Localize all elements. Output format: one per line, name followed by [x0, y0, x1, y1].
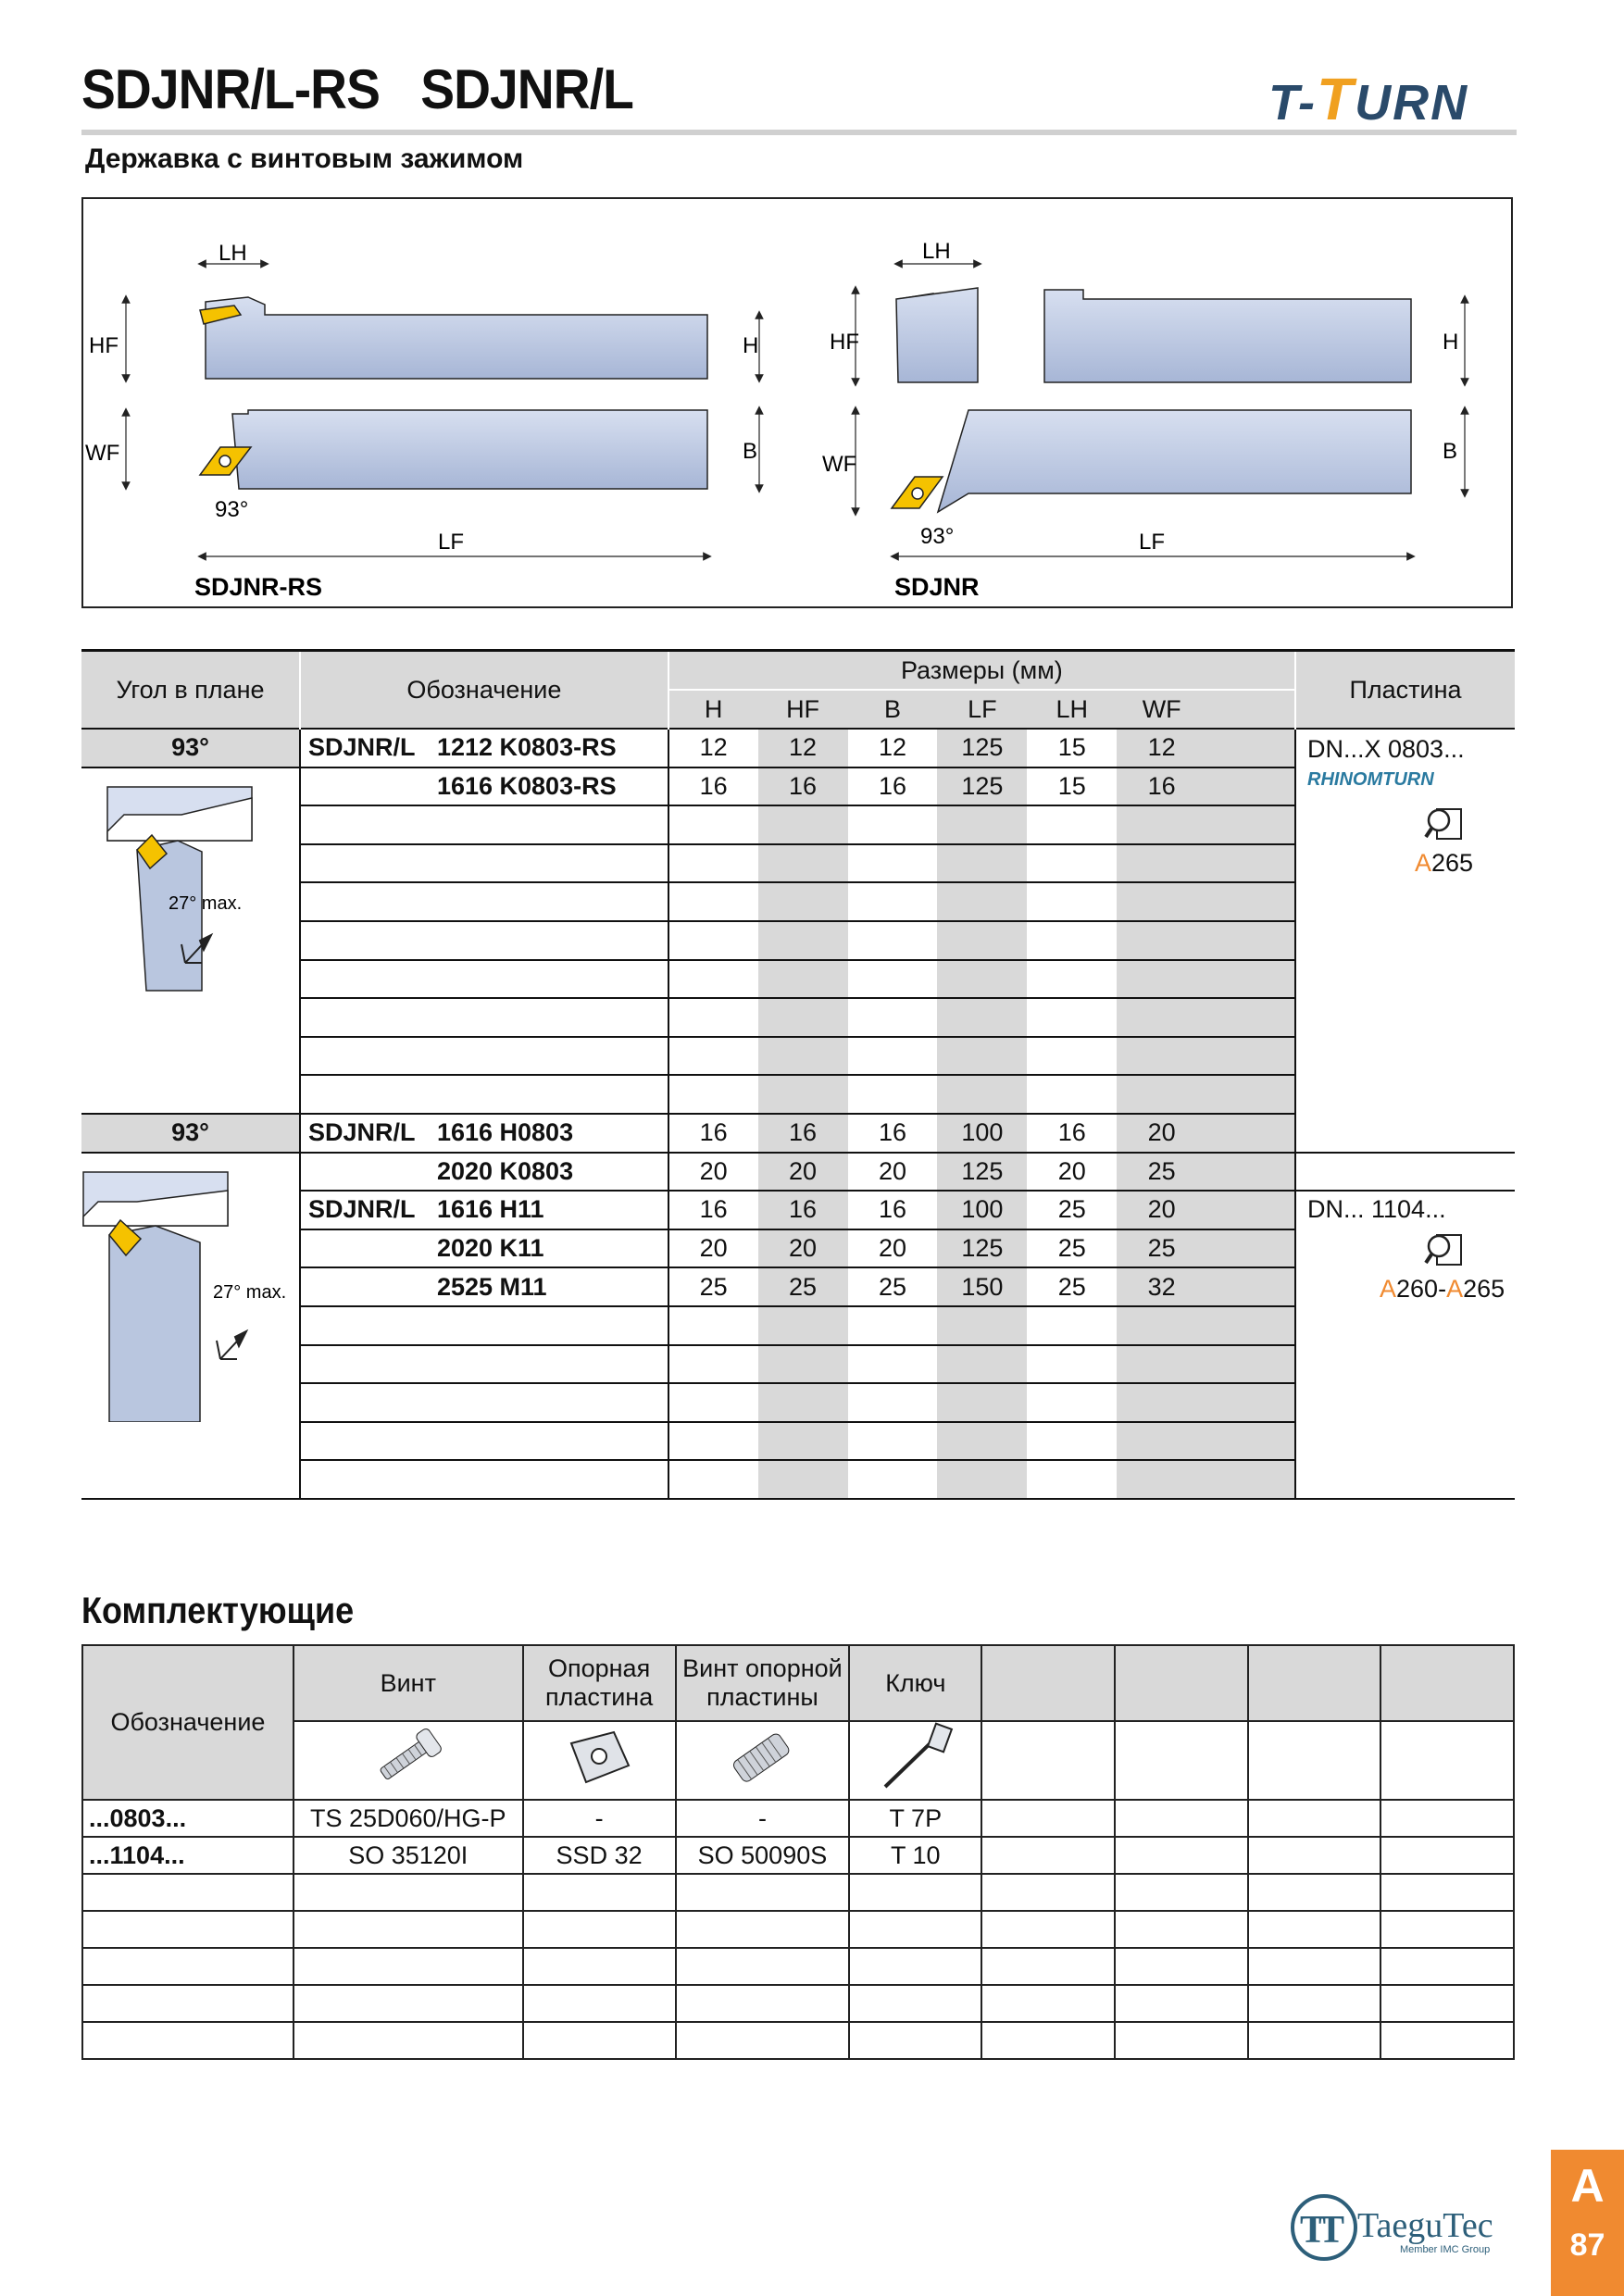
acc-row-0-shim-screw: - — [676, 1800, 850, 1837]
cell: 25 — [1057, 1272, 1086, 1301]
acc-header-designation: Обозначение — [82, 1645, 294, 1800]
group2-prefix-b: SDJNR/L — [300, 1191, 437, 1229]
group1-orientation-diagram — [81, 768, 299, 1065]
acc-row-1-shim: SSD 32 — [523, 1837, 676, 1874]
rhino-turn-logo: RHINOMTURN — [1307, 769, 1434, 790]
cell: 20 — [1057, 1156, 1086, 1185]
cell: 125 — [937, 1229, 1027, 1268]
cell: 16 — [758, 1114, 848, 1153]
label-hf-right: HF — [830, 330, 859, 355]
cell: 20 — [1117, 1191, 1206, 1229]
t-turn-logo: T-TURN — [1268, 66, 1469, 132]
group1-max-angle: 27° max. — [169, 892, 243, 914]
cell: 16 — [668, 1191, 758, 1229]
drawing-name-left: SDJNR-RS — [194, 573, 323, 601]
cell: 12 — [758, 729, 848, 767]
cell: 16 — [758, 767, 848, 806]
svg-text:T: T — [1318, 2209, 1345, 2252]
cell: 25 — [878, 1272, 906, 1301]
holder-right-side — [1044, 290, 1411, 382]
group2-prefix-a: SDJNR/L — [300, 1114, 437, 1153]
cell: 25 — [1117, 1153, 1206, 1192]
acc-header-screw: Винт — [294, 1645, 523, 1721]
drawing-name-right: SDJNR — [894, 573, 980, 601]
cell: 16 — [668, 767, 758, 806]
acc-row-1-screw: SO 35120I — [294, 1837, 523, 1874]
ref-page: 260- — [1396, 1275, 1447, 1304]
header-dims: Размеры (мм) — [668, 651, 1295, 691]
label-h-left: H — [743, 333, 759, 358]
group2-image-cell — [81, 1153, 300, 1499]
label-wf-left: WF — [85, 441, 120, 466]
cell: 15 — [1057, 771, 1086, 800]
group2-insert: DN... 1104... — [1307, 1195, 1446, 1224]
cell: 16 — [878, 1118, 906, 1147]
taegutec-sub: Member IMC Group — [1400, 2244, 1491, 2255]
label-lf-left: LF — [438, 530, 465, 555]
screw-icon — [294, 1721, 523, 1800]
ref-page: 265 — [1463, 1275, 1505, 1304]
tool-drawings — [81, 197, 1513, 608]
page-title: SDJNR/L-RS SDJNR/L — [81, 58, 633, 120]
svg-text:T: T — [1300, 2209, 1327, 2252]
cell: 125 — [937, 767, 1027, 806]
group1-angle: 93° — [81, 729, 300, 767]
magnifier-icon — [1424, 805, 1515, 849]
acc-row-1-designation: ...1104... — [82, 1837, 294, 1874]
group2-max-angle: 27° max. — [213, 1281, 287, 1303]
cell: 25 — [758, 1267, 848, 1306]
group2-code-3: 2020 K11 — [436, 1234, 544, 1263]
cell: 20 — [1117, 1114, 1206, 1153]
label-lh-left: LH — [219, 241, 247, 266]
taegutec-emblem-icon — [1287, 2190, 1361, 2265]
cell: 100 — [937, 1191, 1027, 1229]
cell: 12 — [1117, 729, 1206, 767]
label-b-right: B — [1443, 439, 1458, 464]
label-angle-right: 93° — [920, 524, 955, 549]
page-number: 87 — [1569, 2227, 1605, 2263]
cell: 20 — [758, 1153, 848, 1192]
cell: 125 — [937, 729, 1027, 767]
cell: 20 — [668, 1229, 758, 1268]
cell: 125 — [937, 1153, 1027, 1192]
label-h-right: H — [1443, 330, 1459, 355]
cell: 25 — [1057, 1234, 1086, 1263]
cell: 25 — [1057, 1195, 1086, 1224]
acc-row-0-screw: TS 25D060/HG-P — [294, 1800, 523, 1837]
holder-left-side — [206, 297, 707, 379]
group2-code-2: 1616 H11 — [436, 1195, 544, 1224]
header-b: B — [848, 690, 938, 729]
cell: 16 — [878, 1195, 906, 1224]
cell: 12 — [668, 729, 758, 767]
cell: 16 — [758, 1191, 848, 1229]
group1-code-1: 1616 K0803-RS — [436, 771, 617, 800]
label-angle-left: 93° — [215, 497, 249, 522]
label-lf-right: LF — [1139, 530, 1166, 555]
group2-insert-cell — [1295, 1191, 1515, 1499]
magnifier-icon — [1424, 1231, 1515, 1275]
cell: 25 — [668, 1267, 758, 1306]
ref-a: A — [1380, 1275, 1397, 1304]
shim-icon — [523, 1721, 676, 1800]
group2-code-1: 2020 K0803 — [436, 1156, 574, 1185]
holder-right-front — [938, 410, 1411, 512]
accessories-title: Комплектующие — [81, 1591, 355, 1631]
ref-a: A — [1446, 1275, 1464, 1304]
group1-image-cell — [81, 767, 300, 1114]
acc-row-0-key: T 7P — [849, 1800, 981, 1837]
group1-insert-cell — [1295, 729, 1515, 1153]
cell: 100 — [937, 1114, 1027, 1153]
label-wf-right: WF — [822, 452, 857, 477]
header-designation: Обозначение — [300, 651, 668, 730]
section-letter: A — [1570, 2160, 1605, 2212]
acc-header-shim: Опорная пластина — [523, 1645, 676, 1721]
cell: 150 — [937, 1267, 1027, 1306]
acc-row-1-shim-screw: SO 50090S — [676, 1837, 850, 1874]
label-hf-left: HF — [89, 333, 119, 358]
cell: 16 — [1057, 1118, 1086, 1147]
header-insert: Пластина — [1295, 651, 1515, 730]
accessories-table — [81, 1644, 1515, 2060]
group1-prefix: SDJNR/L — [300, 729, 437, 767]
subtitle: Державка с винтовым зажимом — [85, 144, 524, 174]
ref-a: A — [1415, 849, 1432, 877]
key-icon — [849, 1721, 981, 1800]
group2-code-4: 2525 M11 — [436, 1272, 547, 1301]
label-b-left: B — [743, 439, 758, 464]
cell: 20 — [878, 1234, 906, 1263]
cell: 15 — [1057, 733, 1086, 762]
taegutec-logo: TaeguTec — [1357, 2206, 1493, 2245]
group1-insert: DN...X 0803... — [1307, 735, 1465, 763]
cell: 16 — [668, 1114, 758, 1153]
cell: 16 — [878, 771, 906, 800]
group2-code-0: 1616 H0803 — [436, 1118, 574, 1147]
ref-page: 265 — [1431, 849, 1474, 877]
cell: 12 — [878, 733, 906, 762]
label-lh-right: LH — [922, 239, 951, 264]
acc-row-0-shim: - — [523, 1800, 676, 1837]
header-lh: LH — [1027, 690, 1117, 729]
group1-code-0: 1212 K0803-RS — [436, 733, 617, 762]
cell: 20 — [758, 1229, 848, 1268]
section-tab — [1551, 2150, 1624, 2296]
cell: 25 — [1117, 1229, 1206, 1268]
header-hf: HF — [758, 690, 848, 729]
cell: 32 — [1117, 1267, 1206, 1306]
cell: 20 — [878, 1156, 906, 1185]
header-lf: LF — [937, 690, 1027, 729]
header-angle: Угол в плане — [81, 651, 300, 730]
acc-row-0-designation: ...0803... — [82, 1800, 294, 1837]
holder-left-front — [232, 410, 707, 489]
group2-angle: 93° — [81, 1114, 300, 1153]
cell: 16 — [1117, 767, 1206, 806]
spec-table — [81, 649, 1515, 1500]
group2-orientation-diagram — [81, 1154, 299, 1422]
cell: 20 — [668, 1153, 758, 1192]
header-h: H — [668, 690, 758, 729]
shim-screw-icon — [676, 1721, 850, 1800]
acc-row-1-key: T 10 — [849, 1837, 981, 1874]
acc-header-key: Ключ — [849, 1645, 981, 1721]
header-wf: WF — [1117, 690, 1206, 729]
acc-header-shim-screw: Винт опорной пластины — [676, 1645, 850, 1721]
